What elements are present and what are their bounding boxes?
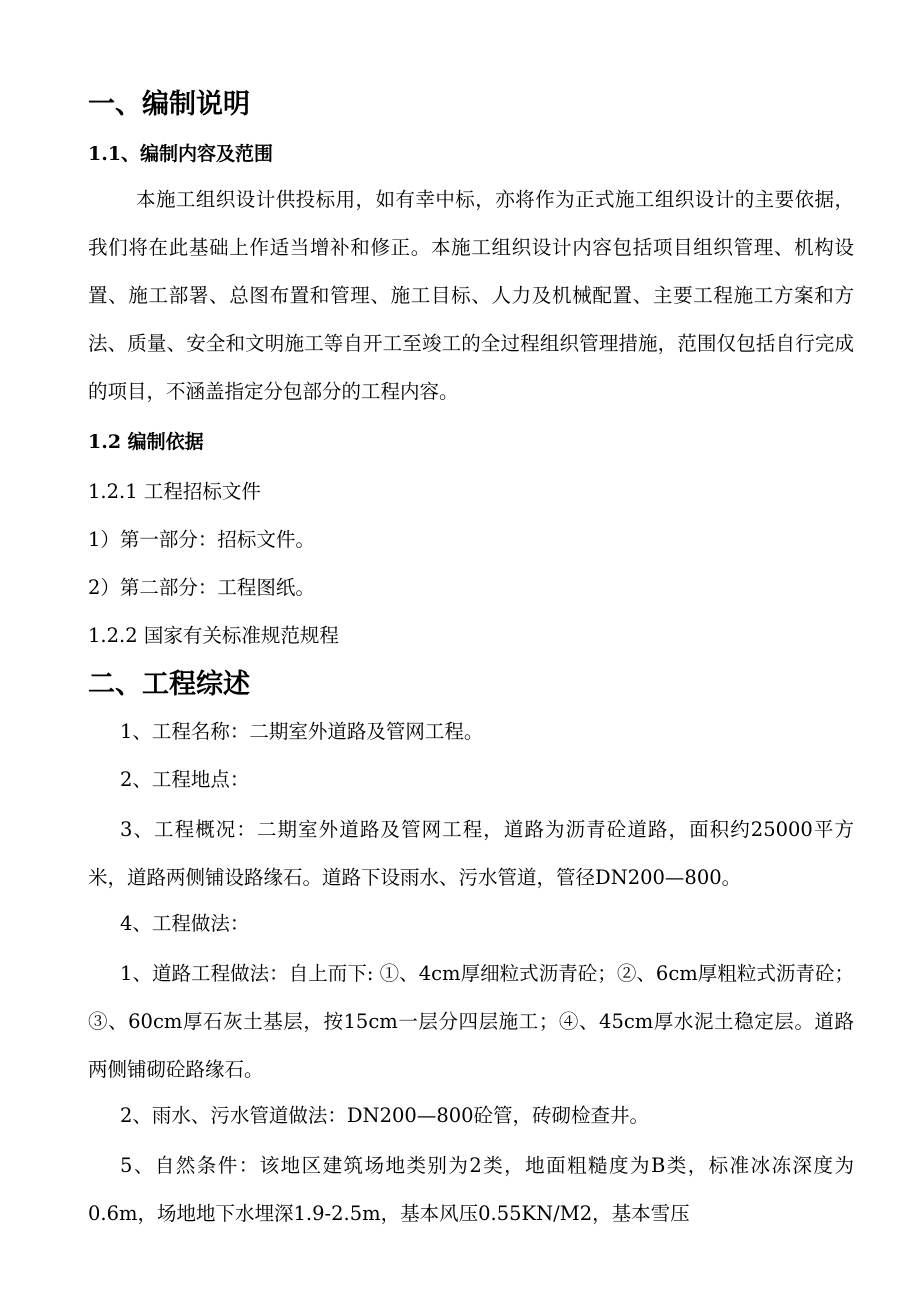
construction-method-heading: 4、工程做法： bbox=[120, 912, 250, 935]
subsection-1-2-2: 1.2.2 国家有关标准规范规程 bbox=[88, 624, 339, 647]
section-1-2-heading: 1.2 编制依据 bbox=[88, 431, 204, 453]
list-item-2: 2）第二部分：工程图纸。 bbox=[88, 576, 315, 599]
section-1-1-heading: 1.1、编制内容及范围 bbox=[88, 143, 274, 165]
section-1-heading: 一、编制说明 bbox=[88, 89, 250, 120]
list-item-1: 1）第一部分：招标文件。 bbox=[88, 528, 315, 551]
pipeline-construction-method: 2、雨水、污水管道做法：DN200—800砼管，砖砌检查井。 bbox=[120, 1104, 650, 1127]
section-1-1-paragraph: 本施工组织设计供投标用，如有幸中标，亦将作为正式施工组织设计的主要依据，我们将在此基础上作适当增补和修正。本施工组织设计内容包括项目组织管理、机构设置、施工部署、总图布置和管理、施工目标、人力及机械配置、主要工程施工方案和方法、质量、安全和文明施工等自开工至竣工的全过程组织管理措施，范围仅包括自行完成的项目，不涵盖指定分包部分的工程内容。 bbox=[88, 188, 854, 403]
project-overview: 3、工程概况：二期室外道路及管网工程，道路为沥青砼道路，面积约25000平方米，道路两侧铺设路缘石。道路下设雨水、污水管道，管径DN200—800。 bbox=[88, 818, 854, 889]
project-name: 1、工程名称：二期室外道路及管网工程。 bbox=[120, 720, 484, 743]
natural-conditions: 5、自然条件：该地区建筑场地类别为2类，地面粗糙度为B类，标准冰冻深度为0.6m，场地地下水埋深1.9-2.5m，基本风压0.55KN/M2，基本雪压 bbox=[88, 1154, 854, 1225]
section-2-heading: 二、工程综述 bbox=[88, 669, 250, 700]
subsection-1-2-1: 1.2.1 工程招标文件 bbox=[88, 480, 261, 503]
road-construction-method: 1、道路工程做法：自上而下: ①、4cm厚细粒式沥青砼；②、6cm厚粗粒式沥青砼；③、60cm厚石灰土基层，按15cm一层分四层施工；④、45cm厚水泥土稳定层。道路两侧铺砌砼路缘石。 bbox=[88, 962, 854, 1081]
project-location: 2、工程地点： bbox=[120, 768, 250, 791]
